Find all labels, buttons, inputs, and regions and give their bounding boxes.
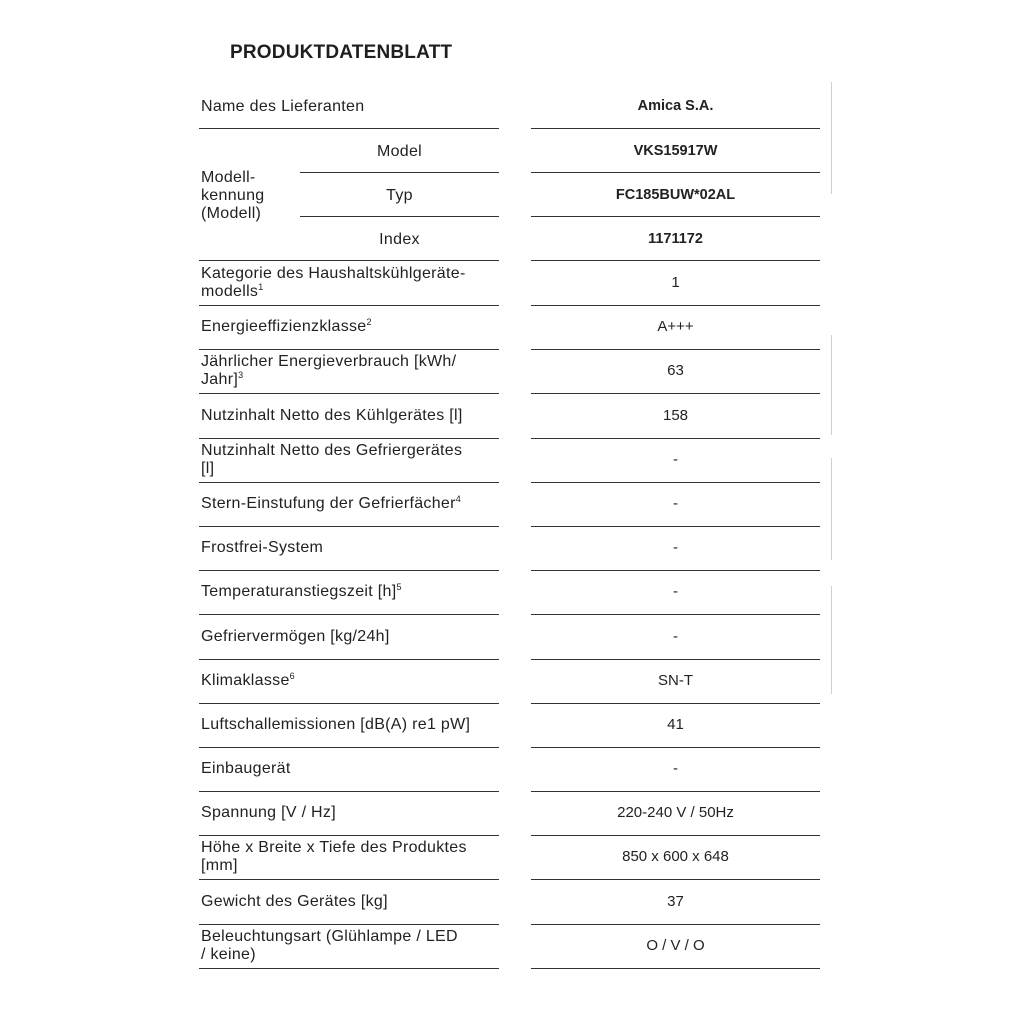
divider [531, 968, 820, 969]
divider [531, 172, 820, 173]
model-id-sub-label: Index [379, 231, 420, 248]
spec-value: 63 [667, 362, 684, 379]
model-id-value: VKS15917W [633, 143, 718, 159]
divider [199, 570, 499, 571]
divider [531, 747, 820, 748]
divider [531, 614, 820, 615]
spec-value: SN-T [658, 672, 693, 689]
spec-value: 37 [667, 892, 684, 910]
model-id-value: 1171172 [648, 231, 703, 247]
divider [300, 172, 499, 173]
model-id-value: FC185BUW*02AL [615, 187, 736, 203]
spec-label: Klimaklasse$^6$ [201, 671, 295, 689]
spec-value: A+++ [657, 318, 694, 335]
spec-value: 1 [671, 273, 680, 291]
spec-label: Beleuchtungsart (Glühlampe / LED / keine) [201, 928, 458, 964]
divider [531, 835, 820, 836]
page-title: PRODUKTDATENBLATT [230, 42, 453, 63]
footnote-marker: 4 [455, 494, 462, 504]
footnote-marker: 5 [396, 582, 402, 592]
supplier-label: Name des Lieferanten [201, 98, 365, 115]
edge-line [831, 82, 832, 194]
divider [531, 305, 820, 306]
spec-label: Stern-Einstufung der Gefrierfächer$^4$ [201, 494, 462, 512]
footnote-marker: 3 [238, 370, 244, 380]
spec-label: Spannung [V / Hz] [201, 804, 336, 821]
divider [531, 791, 820, 792]
spec-value: - [673, 539, 678, 556]
divider [531, 879, 820, 880]
spec-label: Einbaugerät [201, 760, 291, 777]
model-id-label: Modell- kennung (Modell) [201, 169, 265, 222]
divider [531, 128, 820, 129]
spec-label: Nutzinhalt Netto des Kühlgerätes [l] [201, 406, 463, 424]
edge-line [831, 586, 832, 694]
spec-value: - [673, 583, 678, 600]
spec-label: Temperaturanstiegszeit $[h]^5$ [201, 582, 402, 600]
supplier-value: Amica S.A. [637, 98, 714, 114]
divider [199, 924, 499, 925]
footnote-marker: 6 [289, 671, 295, 681]
divider [199, 393, 499, 394]
divider [199, 305, 499, 306]
spec-label: Gefriervermögen [kg/24h] [201, 627, 390, 645]
divider [531, 526, 820, 527]
spec-value: - [673, 495, 678, 512]
divider [199, 260, 499, 261]
divider [531, 570, 820, 571]
divider [199, 879, 499, 880]
divider [199, 128, 499, 129]
spec-value: 220-240 V / 50Hz [617, 804, 734, 821]
divider [531, 260, 820, 261]
divider [300, 216, 499, 217]
spec-value: O / V / O [646, 937, 705, 955]
edge-line [831, 458, 832, 560]
spec-value: - [673, 760, 678, 777]
spec-value: 41 [667, 716, 684, 733]
divider [199, 482, 499, 483]
divider [199, 614, 499, 615]
divider [531, 393, 820, 394]
footnote-marker: 2 [366, 317, 372, 327]
divider [531, 438, 820, 439]
spec-label: Luftschallemissionen [dB(A) re1 pW] [201, 716, 471, 733]
spec-value: - [673, 451, 678, 468]
divider [199, 968, 499, 969]
divider [199, 747, 499, 748]
spec-label: Frostfrei-System [201, 539, 324, 556]
divider [199, 835, 499, 836]
spec-value: 158 [662, 406, 689, 424]
footnote-marker: 1 [258, 281, 264, 292]
divider [199, 526, 499, 527]
divider [199, 659, 499, 660]
spec-label: Jährlicher Energieverbrauch [kWh/ Jahr]$^3$ [201, 353, 457, 388]
edge-line [831, 335, 832, 435]
spec-value: - [673, 627, 678, 645]
divider [531, 482, 820, 483]
model-id-sub-label: Typ [386, 187, 413, 204]
divider [531, 703, 820, 704]
spec-label: Gewicht des Gerätes [kg] [201, 892, 388, 910]
model-id-sub-label: Model [376, 143, 423, 160]
divider [199, 791, 499, 792]
divider [199, 349, 499, 350]
divider [531, 659, 820, 660]
divider [531, 924, 820, 925]
divider [199, 438, 499, 439]
spec-value: 850 x 600 x 648 [622, 848, 729, 865]
spec-label: Nutzinhalt Netto des Gefriergerätes [l] [201, 442, 463, 477]
spec-label: Höhe x Breite x Tiefe des Produktes [mm] [201, 839, 467, 874]
divider [531, 349, 820, 350]
divider [531, 216, 820, 217]
divider [199, 703, 499, 704]
spec-label: Energieeffizienzklasse$^2$ [201, 317, 372, 335]
spec-label: Kategorie des Haushaltskühlgeräte- modells$^1$ [201, 264, 466, 300]
